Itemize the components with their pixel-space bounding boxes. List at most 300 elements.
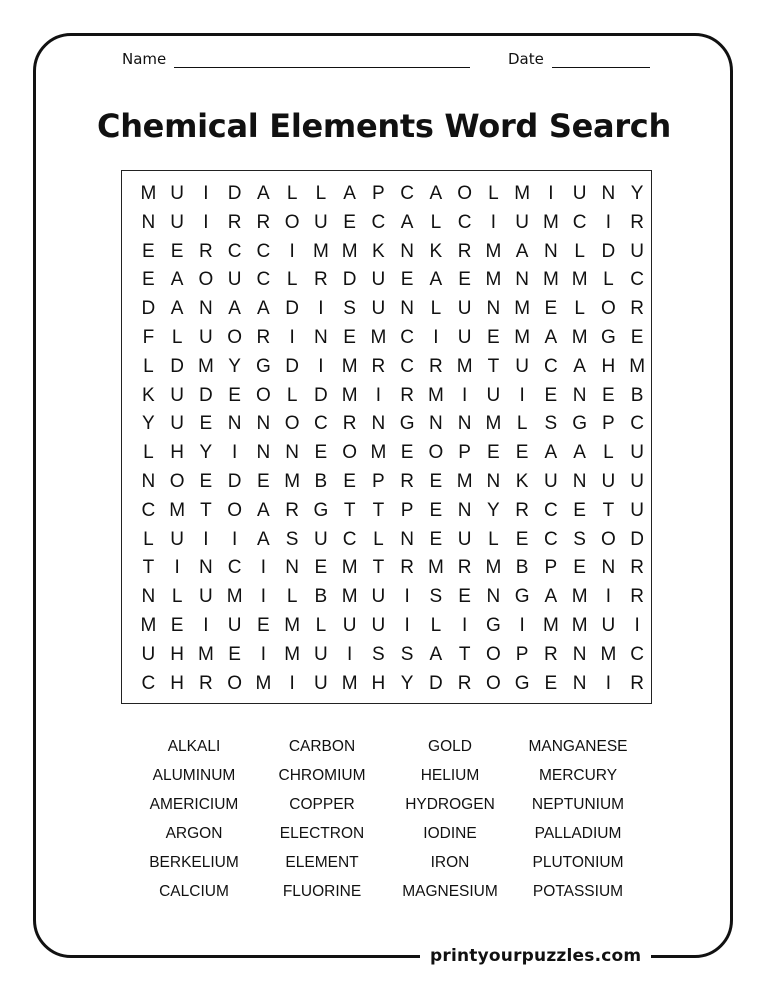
grid-letter: U [314, 528, 328, 550]
grid-letter: I [461, 384, 468, 406]
grid-letter: A [228, 298, 241, 320]
grid-letter: E [429, 499, 443, 521]
grid-letter: K [142, 384, 155, 406]
grid-letter: E [544, 298, 558, 320]
grid-letter: I [174, 557, 180, 579]
grid-letter: N [457, 413, 472, 435]
grid-letter: E [170, 240, 184, 262]
grid-letter: L [143, 442, 154, 464]
grid-letter: K [372, 240, 385, 262]
grid-letter: O [284, 211, 300, 233]
grid-letter: U [630, 470, 644, 492]
grid-letter: O [600, 528, 616, 550]
grid-letter: G [514, 586, 530, 608]
grid-letter: U [170, 211, 184, 233]
grid-letter: O [600, 298, 616, 320]
grid-letter: N [429, 413, 443, 435]
grid-letter: O [485, 643, 501, 665]
grid-letter: D [285, 355, 299, 377]
grid-letter: N [515, 269, 529, 291]
grid-letter: E [343, 326, 356, 348]
grid-letter: M [542, 614, 559, 636]
grid-letter: C [572, 211, 587, 233]
grid-letter: N [601, 557, 616, 579]
grid-letter: L [488, 183, 499, 204]
grid-letter: R [630, 586, 644, 608]
grid-letter: P [458, 442, 471, 464]
grid-letter: M [427, 557, 444, 579]
grid-letter: U [227, 269, 242, 291]
word-list-item: NEPTUNIUM [531, 796, 625, 813]
grid-letter: U [457, 528, 472, 550]
grid-letter: C [544, 499, 558, 521]
grid-letter: A [544, 586, 558, 608]
grid-letter: H [170, 643, 184, 665]
grid-letter: T [458, 643, 471, 665]
grid-letter: T [372, 499, 385, 521]
grid-letter: L [430, 211, 442, 233]
word-list-item: CALCIUM [159, 883, 229, 900]
grid-letter: R [457, 557, 472, 579]
word-list-item: GOLD [428, 738, 472, 755]
grid-letter: L [286, 269, 298, 291]
grid-letter: R [457, 240, 472, 262]
grid-letter: R [256, 211, 271, 233]
grid-letter: O [255, 384, 271, 406]
grid-letter: P [400, 499, 414, 521]
grid-letter: L [603, 442, 614, 464]
grid-letter: E [228, 384, 241, 406]
grid-letter: D [285, 298, 299, 320]
word-list-item: POTASSIUM [532, 883, 624, 900]
grid-letter: H [170, 672, 184, 694]
word-list-item: COPPER [289, 796, 355, 813]
grid-letter: I [605, 211, 612, 233]
grid-letter: C [371, 211, 386, 233]
grid-letter: M [542, 211, 559, 233]
grid-letter: I [289, 240, 295, 262]
grid-letter: P [515, 643, 529, 665]
grid-letter: Y [142, 413, 155, 435]
grid-letter: D [227, 183, 242, 204]
grid-letter: L [488, 528, 499, 550]
grid-letter: U [486, 384, 501, 406]
grid-letter: N [601, 183, 616, 204]
grid-letter: A [515, 240, 529, 262]
word-list-item: HELIUM [420, 767, 480, 784]
grid-letter: E [458, 586, 471, 608]
grid-letter: L [171, 586, 183, 608]
grid-letter: L [286, 384, 298, 406]
word-list-item: ARGON [165, 825, 223, 842]
grid-letter: M [341, 240, 358, 262]
grid-letter: O [169, 470, 185, 492]
grid-letter: C [342, 528, 357, 550]
grid-letter: M [284, 643, 301, 665]
grid-letter: R [630, 672, 644, 694]
grid-letter: U [371, 586, 386, 608]
grid-letter: T [343, 499, 356, 521]
grid-letter: R [400, 384, 414, 406]
grid-letter: P [544, 557, 558, 579]
grid-letter: N [457, 499, 472, 521]
grid-letter: I [289, 326, 295, 348]
word-list-item: MANGANESE [528, 738, 628, 755]
grid-letter: N [227, 413, 242, 435]
grid-letter: I [605, 672, 612, 694]
grid-letter: N [141, 470, 156, 492]
grid-letter: C [544, 528, 558, 550]
grid-letter: E [314, 557, 328, 579]
name-label: Name [122, 50, 167, 68]
grid-letter: M [427, 384, 444, 406]
grid-letter: M [284, 470, 301, 492]
grid-letter: P [602, 413, 615, 435]
grid-letter: E [573, 499, 586, 521]
grid-letter: O [227, 499, 243, 521]
grid-letter: E [199, 413, 213, 435]
grid-letter: N [572, 672, 587, 694]
grid-letter: M [514, 298, 531, 320]
grid-letter: E [314, 442, 328, 464]
word-list-item: ALUMINUM [152, 767, 236, 784]
grid-letter: E [257, 614, 270, 636]
grid-letter: E [199, 470, 213, 492]
grid-letter: U [199, 326, 213, 348]
grid-letter: I [461, 614, 468, 636]
grid-letter: E [515, 528, 529, 550]
date-label: Date [508, 50, 544, 68]
grid-letter: E [170, 614, 184, 636]
grid-letter: M [456, 470, 473, 492]
grid-letter: A [170, 269, 184, 291]
grid-letter: O [342, 442, 358, 464]
grid-letter: M [341, 557, 358, 579]
grid-letter: M [255, 672, 272, 694]
grid-letter: T [602, 499, 615, 521]
grid-letter: M [169, 499, 186, 521]
grid-letter: R [457, 672, 472, 694]
grid-letter: M [571, 326, 588, 348]
grid-letter: M [197, 643, 214, 665]
word-list [130, 734, 650, 908]
grid-letter: A [400, 211, 414, 233]
grid-letter: M [456, 355, 473, 377]
grid-letter: E [487, 442, 500, 464]
grid-letter: A [544, 442, 558, 464]
grid-letter: R [630, 557, 644, 579]
puzzle-grid-box [121, 170, 652, 704]
grid-letter: Y [630, 183, 644, 204]
grid-letter: C [630, 413, 644, 435]
grid-letter: O [284, 413, 300, 435]
grid-letter: D [630, 528, 644, 550]
grid-letter: A [257, 183, 270, 204]
grid-letter: A [429, 183, 443, 204]
grid-letter: T [372, 557, 385, 579]
grid-letter: O [198, 269, 214, 291]
grid-letter: E [544, 672, 558, 694]
grid-letter: O [457, 183, 473, 204]
grid-letter: E [630, 326, 644, 348]
grid-letter: L [315, 183, 327, 204]
grid-letter: N [572, 470, 587, 492]
grid-letter: N [544, 240, 558, 262]
grid-letter: D [170, 355, 184, 377]
grid-letter: C [141, 499, 156, 521]
grid-letter: U [544, 470, 558, 492]
grid-letter: I [260, 557, 267, 579]
grid-letter: A [573, 355, 586, 377]
grid-letter: D [314, 384, 328, 406]
grid-letter: M [312, 240, 329, 262]
grid-letter: I [318, 298, 324, 320]
grid-letter: L [430, 298, 442, 320]
grid-letter: E [458, 269, 471, 291]
grid-letter: I [318, 355, 324, 377]
grid-letter: Y [487, 499, 500, 521]
grid-letter: M [542, 269, 559, 291]
grid-letter: U [601, 614, 616, 636]
grid-letter: S [400, 643, 414, 665]
grid-letter: A [170, 298, 184, 320]
grid-letter: M [341, 355, 358, 377]
grid-letter: E [544, 384, 558, 406]
grid-letter: E [343, 470, 356, 492]
grid-letter: U [630, 442, 644, 464]
grid-letter: U [630, 240, 644, 262]
grid-letter: S [343, 298, 356, 320]
grid-letter: G [572, 413, 588, 435]
grid-letter: E [487, 326, 500, 348]
grid-letter: R [630, 298, 644, 320]
grid-letter: I [375, 384, 382, 406]
grid-letter: N [199, 298, 213, 320]
word-list-item: PALLADIUM [534, 825, 622, 842]
grid-letter: O [227, 672, 243, 694]
grid-letter: I [260, 586, 267, 608]
grid-letter: N [371, 413, 386, 435]
grid-letter: E [142, 269, 155, 291]
page-title: Chemical Elements Word Search [97, 107, 671, 145]
grid-letter: A [429, 643, 443, 665]
grid-letter: U [141, 643, 156, 665]
grid-letter: N [486, 470, 501, 492]
grid-letter: M [571, 614, 588, 636]
grid-letter: S [429, 586, 443, 608]
grid-letter: H [170, 442, 184, 464]
word-list-item: IRON [430, 854, 470, 871]
grid-letter: M [140, 614, 157, 636]
grid-letter: N [256, 413, 271, 435]
grid-letter: A [429, 269, 443, 291]
grid-letter: E [228, 643, 241, 665]
grid-letter: E [400, 269, 414, 291]
grid-letter: A [573, 442, 586, 464]
grid-letter: R [285, 499, 299, 521]
grid-letter: E [515, 442, 529, 464]
grid-letter: I [404, 614, 410, 636]
grid-letter: M [140, 183, 157, 204]
grid-letter: A [257, 298, 270, 320]
grid-letter: F [142, 326, 155, 348]
grid-letter: M [370, 442, 387, 464]
grid-letter: M [284, 614, 301, 636]
grid-letter: I [519, 614, 525, 636]
grid-letter: T [142, 557, 155, 579]
grid-letter: I [346, 643, 353, 665]
grid-letter: S [285, 528, 299, 550]
grid-letter: L [516, 413, 528, 435]
grid-letter: R [630, 211, 644, 233]
word-list-item: AMERICIUM [149, 796, 239, 813]
grid-letter: N [256, 442, 271, 464]
grid-letter: U [314, 211, 328, 233]
grid-letter: I [519, 384, 525, 406]
grid-letter: U [457, 326, 472, 348]
grid-letter: I [289, 672, 295, 694]
grid-letter: L [574, 298, 585, 320]
grid-letter: M [485, 557, 502, 579]
word-list-item: ELECTRON [279, 825, 365, 842]
grid-letter: M [341, 384, 358, 406]
grid-letter: I [231, 528, 238, 550]
grid-letter: I [203, 614, 209, 636]
grid-letter: A [544, 326, 558, 348]
name-blank-line [174, 55, 470, 68]
grid-letter: L [574, 240, 585, 262]
grid-letter: L [143, 355, 154, 377]
grid-letter: C [400, 326, 414, 348]
word-list-item: HYDROGEN [405, 796, 495, 813]
word-list-item: IODINE [423, 825, 477, 842]
grid-letter: I [490, 211, 497, 233]
grid-letter: M [571, 269, 588, 291]
grid-letter: U [170, 528, 184, 550]
word-list-item: MAGNESIUM [402, 883, 498, 900]
grid-letter: E [343, 211, 356, 233]
grid-letter: N [486, 298, 501, 320]
grid-letter: D [227, 470, 242, 492]
grid-letter: C [256, 240, 271, 262]
grid-letter: D [342, 269, 357, 291]
grid-letter: I [260, 643, 267, 665]
letter-grid [134, 180, 652, 698]
grid-letter: N [141, 586, 156, 608]
grid-letter: C [141, 672, 156, 694]
grid-letter: U [170, 183, 184, 204]
grid-letter: N [572, 643, 587, 665]
grid-letter: D [429, 672, 443, 694]
grid-letter: A [257, 528, 270, 550]
grid-letter: U [515, 211, 529, 233]
grid-letter: R [199, 240, 213, 262]
grid-letter: O [227, 326, 243, 348]
grid-letter: U [314, 643, 328, 665]
word-list-item: BERKELIUM [149, 854, 239, 871]
grid-letter: L [171, 326, 183, 348]
grid-letter: N [141, 211, 156, 233]
grid-letter: G [255, 355, 271, 377]
grid-letter: S [372, 643, 385, 665]
grid-letter: I [605, 586, 612, 608]
grid-letter: G [399, 413, 415, 435]
grid-letter: R [227, 211, 242, 233]
grid-letter: C [400, 355, 414, 377]
grid-letter: K [515, 470, 529, 492]
word-list-item: FLUORINE [282, 883, 362, 900]
grid-letter: S [544, 413, 558, 435]
word-list-item: ELEMENT [285, 854, 359, 871]
grid-letter: U [371, 614, 386, 636]
grid-letter: C [227, 557, 242, 579]
word-list-item: MERCURY [538, 767, 618, 784]
date-blank-line [552, 55, 650, 68]
grid-letter: N [199, 557, 213, 579]
grid-letter: N [285, 442, 299, 464]
grid-letter: U [457, 298, 472, 320]
grid-letter: E [429, 470, 443, 492]
word-list-item: ALKALI [167, 738, 221, 755]
grid-letter: L [286, 183, 298, 204]
grid-letter: I [634, 614, 640, 636]
name-field [122, 50, 470, 68]
grid-letter: E [602, 384, 615, 406]
grid-letter: I [203, 183, 209, 204]
grid-letter: I [203, 528, 209, 550]
grid-letter: R [342, 413, 357, 435]
grid-letter: U [170, 384, 184, 406]
grid-letter: U [515, 355, 529, 377]
grid-letter: U [572, 183, 587, 204]
grid-letter: E [573, 557, 586, 579]
grid-letter: N [400, 240, 414, 262]
grid-letter: N [400, 528, 414, 550]
grid-letter: A [343, 183, 356, 204]
grid-letter: M [226, 586, 243, 608]
grid-letter: U [371, 298, 386, 320]
grid-letter: G [485, 614, 501, 636]
grid-letter: R [544, 643, 558, 665]
grid-letter: U [601, 470, 616, 492]
grid-letter: E [257, 470, 270, 492]
grid-letter: A [257, 499, 270, 521]
grid-letter: I [548, 183, 554, 204]
grid-letter: C [227, 240, 242, 262]
grid-letter: U [314, 672, 328, 694]
word-list-item: CHROMIUM [278, 767, 366, 784]
grid-letter: N [572, 384, 587, 406]
grid-letter: B [314, 586, 328, 608]
grid-letter: I [433, 326, 439, 348]
grid-letter: H [601, 355, 616, 377]
grid-letter: P [372, 183, 385, 204]
grid-letter: E [400, 442, 414, 464]
grid-letter: C [400, 183, 414, 204]
grid-letter: U [199, 586, 213, 608]
grid-letter: C [544, 355, 558, 377]
grid-letter: O [428, 442, 444, 464]
grid-letter: E [429, 528, 443, 550]
grid-letter: U [170, 413, 184, 435]
grid-letter: C [630, 643, 644, 665]
grid-letter: C [256, 269, 271, 291]
footer-site-name: printyourpuzzles.com [420, 946, 651, 966]
grid-letter: R [400, 470, 414, 492]
grid-letter: C [630, 269, 644, 291]
word-list-item: PLUTONIUM [532, 854, 624, 871]
grid-letter: C [457, 211, 472, 233]
